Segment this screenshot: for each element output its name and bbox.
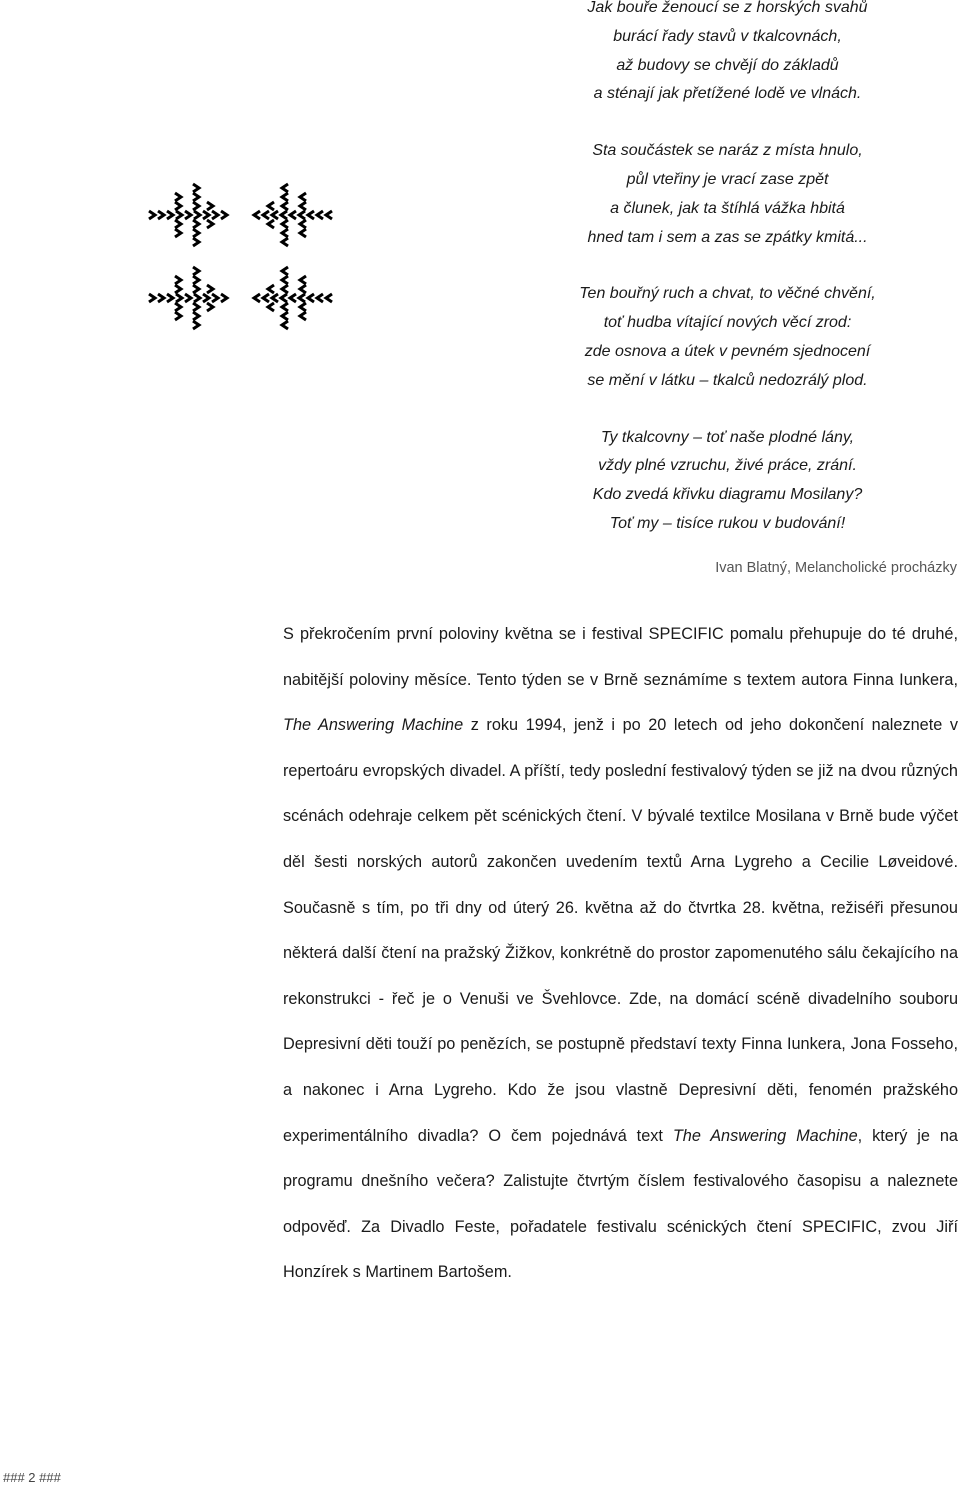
- chevron-mark: [282, 193, 288, 201]
- chevron-mark: [193, 202, 199, 210]
- chevron-mark: [308, 211, 314, 219]
- play-title: The Answering Machine: [283, 716, 464, 735]
- chevron-mark: [193, 229, 199, 237]
- poem-line: vždy plné vzruchu, živé práce, zrání.: [598, 457, 857, 475]
- chevron-mark: [300, 303, 306, 311]
- chevron-mark: [207, 202, 213, 210]
- chevron-mark: [175, 285, 181, 293]
- chevron-mark: [203, 211, 209, 219]
- chevron-mark: [299, 294, 305, 302]
- poem-line: a člunek, jak ta štíhlá vážka hbitá: [610, 199, 845, 217]
- chevron-mark: [281, 294, 287, 302]
- chevron-mark: [300, 229, 306, 237]
- chevron-mark: [149, 294, 155, 302]
- chevron-mark: [207, 220, 213, 228]
- chevron-mark: [149, 211, 155, 219]
- chevron-mark: [300, 220, 306, 228]
- article-paragraph-part: S překročením první poloviny května se i festival SPECIFIC pomalu přehupuje do té druhé, nabitější poloviny měsíce. Tento týden se v Brně seznámíme s textem autora Finna Iunkera,: [283, 625, 958, 689]
- chevron-mark: [193, 193, 199, 201]
- chevron-mark: [282, 220, 288, 228]
- poem-stanza: [500, 424, 955, 539]
- chevron-mark: [207, 285, 213, 293]
- chevron-mark: [263, 294, 269, 302]
- chevron-mark: [175, 229, 181, 237]
- chevron-mark: [176, 211, 182, 219]
- chevron-mark: [254, 294, 260, 302]
- poem: [500, 0, 955, 539]
- chevron-mark: [268, 220, 274, 228]
- poem-line: Ty tkalcovny – toť naše plodné lány,: [600, 428, 855, 446]
- chevron-mark: [193, 285, 199, 293]
- chevron-mark: [207, 303, 213, 311]
- poem-line: toť hudba vítající nových věcí zrod:: [603, 314, 852, 332]
- chevron-mark: [326, 211, 332, 219]
- chevron-mark: [281, 211, 287, 219]
- poem-stanza: [500, 137, 955, 252]
- chevron-pattern-icon: [149, 184, 332, 329]
- chevron-mark: [282, 229, 288, 237]
- chevron-mark: [175, 303, 181, 311]
- chevron-mark: [282, 303, 288, 311]
- chevron-mark: [254, 211, 260, 219]
- chevron-mark: [221, 294, 227, 302]
- chevron-mark: [290, 294, 296, 302]
- poem-line: hned tam i sem a zas se zpátky kmitá...: [587, 228, 868, 246]
- play-title: The Answering Machine: [672, 1126, 858, 1145]
- article-paragraph-part: , který je na programu dnešního večera? Zalistujte čtvrtým číslem festivalového časopisu a naleznete odpověď. Za Divadlo Feste, pořadatele festivalu scénických čtení SPECIFIC, zvou Jiří Honzírek s Martinem Bartošem.: [283, 1126, 958, 1282]
- ornament-group: [140, 180, 340, 340]
- chevron-mark: [300, 312, 306, 320]
- chevron-mark: [282, 202, 288, 210]
- article-paragraph-part: z roku 1994, jenž i po 20 letech od jeho dokončení naleznete v repertoáru evropských divadel. A příští, tedy poslední festivalový týden se již na dvou různých scénách odehraje celkem pět scénických čtení. V bývalé textilce Mosilana v Brně bude výčet děl šesti norských autorů zakončen uvedením textů Arna Lygreho a Cecilie Løveidové. Současně s tím, po tři dny od úterý 26. května až do čtvrtka 28. května, režiséři přesunou některá další čtení na pražský Žižkov, konkrétně do prostor zapomenutého sálu čekajícího na rekonstrukci - řeč je o Venuši ve Švehlovce. Zde, na domácí scéně divadelního souboru Depresivní děti touží po penězích, se postupně představí texty Finna Iunkera, Jona Fosseho, a nakonec i Arna Lygreho. Kdo že jsou vlastně Depresivní děti, fenomén pražského experimentálního divadla? O čem pojednává text: [283, 716, 958, 1145]
- chevron-mark: [194, 294, 200, 302]
- chevron-mark: [175, 276, 181, 284]
- chevron-mark: [193, 276, 199, 284]
- chevron-mark: [317, 294, 323, 302]
- chevron-mark: [175, 220, 181, 228]
- chevron-mark: [272, 294, 278, 302]
- poem-line: Sta součástek se naráz z místa hnulo,: [592, 142, 863, 160]
- chevron-mark: [167, 211, 173, 219]
- chevron-mark: [193, 220, 199, 228]
- chevron-mark: [221, 211, 227, 219]
- poem-line: Ten bouřný ruch a chvat, to věčné chvění,: [579, 285, 876, 303]
- page-marker: ### 2 ###: [3, 1470, 61, 1485]
- chevron-mark: [194, 211, 200, 219]
- chevron-mark: [300, 193, 306, 201]
- chevron-mark: [299, 211, 305, 219]
- chevron-mark: [300, 276, 306, 284]
- poem-line: Toť my – tisíce rukou v budování!: [609, 514, 846, 532]
- poem-attribution: Ivan Blatný, Melancholické procházky: [715, 560, 957, 576]
- chevron-mark: [175, 202, 181, 210]
- poem-line: až budovy se chvějí do základů: [616, 56, 839, 74]
- poem-line: burácí řady stavů v tkalcovnách,: [613, 27, 842, 45]
- poem-line: Jak bouře ženoucí se z horských svahů: [587, 0, 868, 16]
- chevron-mark: [282, 238, 288, 246]
- chevron-mark: [212, 294, 218, 302]
- chevron-mark: [268, 303, 274, 311]
- chevron-mark: [282, 184, 288, 192]
- chevron-mark: [282, 312, 288, 320]
- poem-stanza: [500, 0, 955, 109]
- chevron-mark: [300, 285, 306, 293]
- poem-line: Kdo zvedá křivku diagramu Mosilany?: [592, 486, 863, 504]
- article-text: [283, 612, 958, 1296]
- chevron-mark: [185, 211, 191, 219]
- chevron-mark: [175, 312, 181, 320]
- chevron-mark: [193, 184, 199, 192]
- chevron-mark: [176, 294, 182, 302]
- poem-line: půl vteřiny je vrací zase zpět: [626, 170, 829, 188]
- poem-line: a sténají jak přetížené lodě ve vlnách.: [593, 85, 862, 103]
- poem-stanza: [500, 280, 955, 395]
- chevron-mark: [158, 211, 164, 219]
- chevron-mark: [193, 321, 199, 329]
- chevron-mark: [282, 267, 288, 275]
- chevron-mark: [185, 294, 191, 302]
- chevron-mark: [282, 321, 288, 329]
- chevron-mark: [193, 312, 199, 320]
- chevron-mark: [167, 294, 173, 302]
- chevron-mark: [290, 211, 296, 219]
- chevron-mark: [175, 193, 181, 201]
- chevron-mark: [203, 294, 209, 302]
- chevron-mark: [272, 211, 278, 219]
- chevron-mark: [308, 294, 314, 302]
- chevron-mark: [317, 211, 323, 219]
- chevron-mark: [193, 238, 199, 246]
- chevron-mark: [300, 202, 306, 210]
- chevron-mark: [263, 211, 269, 219]
- chevron-mark: [282, 285, 288, 293]
- chevron-mark: [326, 294, 332, 302]
- chevron-mark: [282, 276, 288, 284]
- chevron-mark: [212, 211, 218, 219]
- chevron-mark: [193, 303, 199, 311]
- chevron-mark: [193, 267, 199, 275]
- chevron-mark: [268, 285, 274, 293]
- chevron-mark: [268, 202, 274, 210]
- poem-line: zde osnova a útek v pevném sjednocení: [584, 342, 871, 360]
- poem-line: se mění v látku – tkalců nedozrálý plod.: [587, 371, 868, 389]
- chevron-mark: [158, 294, 164, 302]
